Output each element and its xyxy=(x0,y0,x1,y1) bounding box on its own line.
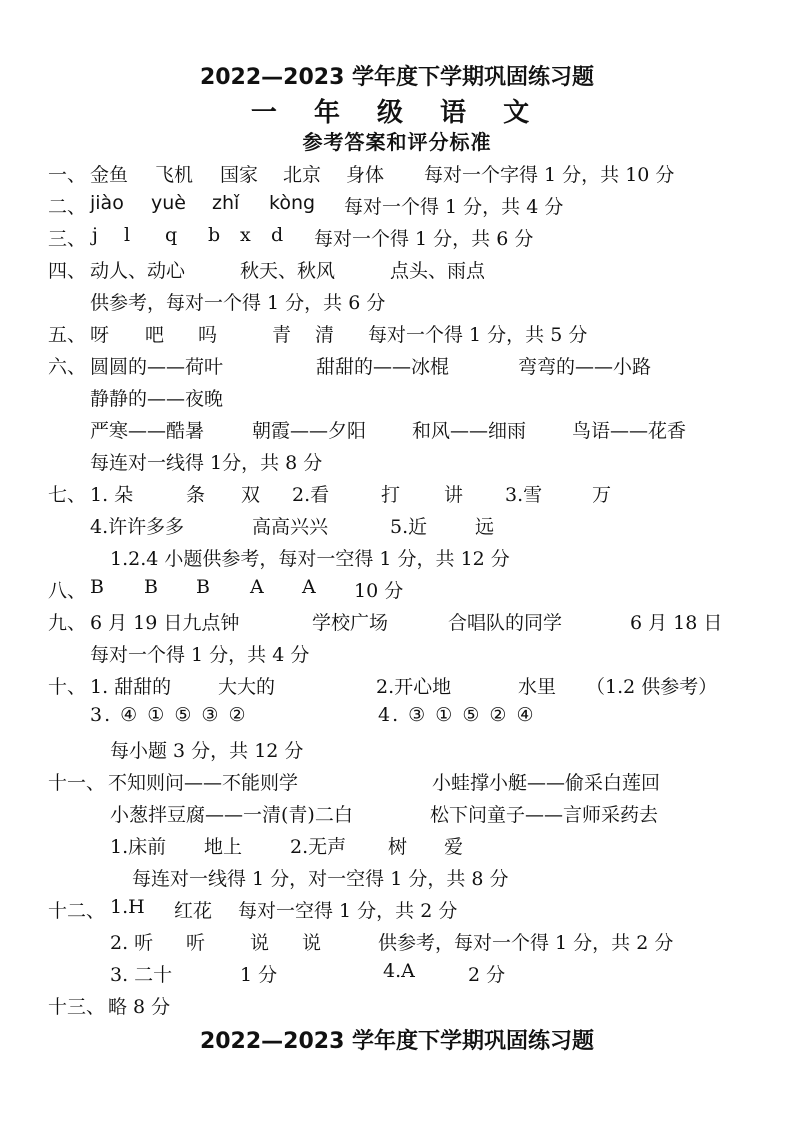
answer-line-6 xyxy=(0,352,794,384)
answer-item: b xyxy=(208,224,221,246)
answer-item: 1.床前 xyxy=(110,836,167,858)
answer-line-7 xyxy=(0,480,794,512)
answer-item: 3. ④ ① ⑤ ③ ② xyxy=(90,704,248,726)
answer-item: 听 xyxy=(186,932,206,954)
answer-line-13 xyxy=(0,992,794,1024)
answer-line-6b xyxy=(0,384,794,416)
answer-item: 点头、雨点 xyxy=(390,260,486,282)
score-note: 每连对一线得 1 分，对一空得 1 分，共 8 分 xyxy=(132,868,509,890)
question-number: 三、 xyxy=(48,228,87,250)
answer-item: 讲 xyxy=(444,484,464,506)
match-pair: 小葱拌豆腐——一清(青)二白 xyxy=(110,804,353,826)
score-note: 每对一个得 1 分，共 4 分 xyxy=(90,644,310,666)
answer-item: 略 8 分 xyxy=(108,996,171,1018)
answer-item: 吗 xyxy=(198,324,218,346)
answer-item: 秋天、秋风 xyxy=(240,260,336,282)
answer-item: j xyxy=(92,224,98,246)
answer-item: A xyxy=(302,576,316,598)
match-pair: 小蛙撑小艇——偷采白莲回 xyxy=(432,772,661,794)
question-number: 十、 xyxy=(48,676,87,698)
match-pair: 朝霞——夕阳 xyxy=(252,420,367,442)
match-pair: 静静的——夜晚 xyxy=(90,388,224,410)
score-note: 每对一个得 1 分，共 4 分 xyxy=(344,196,564,218)
match-pair: 和风——细雨 xyxy=(412,420,527,442)
answer-item: 4. ③ ① ⑤ ② ④ xyxy=(378,704,536,726)
answer-line-4-score xyxy=(0,288,794,320)
pinyin-item: zhǐ xyxy=(212,192,240,214)
question-number: 十三、 xyxy=(48,996,106,1018)
score-note: 每连对一线得 1分，共 8 分 xyxy=(90,452,323,474)
answer-line-11b xyxy=(0,800,794,832)
score-note: 10 分 xyxy=(354,580,404,602)
answer-item: 6 月 19 日九点钟 xyxy=(90,612,240,634)
answer-item: 5.近 xyxy=(390,516,428,538)
answer-item: 水里 xyxy=(518,676,557,698)
match-pair: 弯弯的——小路 xyxy=(518,356,652,378)
score-note: 每小题 3 分，共 12 分 xyxy=(110,740,304,762)
answer-item: 清 xyxy=(315,324,335,346)
answer-item: 说 xyxy=(302,932,322,954)
answer-item: 金鱼 xyxy=(90,164,129,186)
score-note: 每对一空得 1 分，共 2 分 xyxy=(238,900,458,922)
score-note: 1.2.4 小题供参考，每对一空得 1 分，共 12 分 xyxy=(110,548,510,570)
next-page-title: 2022—2023 学年度下学期巩固练习题 xyxy=(199,1029,595,1054)
answer-item: 1.H xyxy=(110,896,145,918)
question-number: 八、 xyxy=(48,580,87,602)
score-note: 每对一个得 1 分，共 6 分 xyxy=(314,228,534,250)
answer-line-6c xyxy=(0,416,794,448)
answer-item: 合唱队的同学 xyxy=(448,612,563,634)
answer-line-9-score xyxy=(0,640,794,672)
answer-item: d xyxy=(271,224,284,246)
answer-line-7b xyxy=(0,512,794,544)
answer-item: 高高兴兴 xyxy=(252,516,329,538)
answer-item: 1. 朵 xyxy=(90,484,134,506)
answer-item: 红花 xyxy=(174,900,213,922)
answer-item: 动人、动心 xyxy=(90,260,186,282)
question-number: 一、 xyxy=(48,164,87,186)
answer-item: 大大的 xyxy=(218,676,276,698)
answer-item: 远 xyxy=(475,516,495,538)
answer-item: 说 xyxy=(250,932,270,954)
question-number: 九、 xyxy=(48,612,87,634)
answer-item: 4.A xyxy=(383,960,415,982)
pinyin-item: jiào xyxy=(90,192,124,214)
answer-item: 呀 xyxy=(90,324,110,346)
answer-item: 吧 xyxy=(145,324,165,346)
answer-line-10-score xyxy=(0,736,794,768)
answer-line-8 xyxy=(0,576,794,608)
question-number: 五、 xyxy=(48,324,87,346)
answer-line-10 xyxy=(0,672,794,704)
answer-item: 6 月 18 日 xyxy=(630,612,723,634)
answer-item: 身体 xyxy=(346,164,385,186)
answer-line-2 xyxy=(0,192,794,224)
answer-item: 2.看 xyxy=(292,484,330,506)
score-note: 供参考，每对一个得 1 分，共 2 分 xyxy=(378,932,674,954)
match-pair: 圆圆的——荷叶 xyxy=(90,356,224,378)
answer-line-11c xyxy=(0,832,794,864)
answer-line-7-score xyxy=(0,544,794,576)
score-note: 每对一个字得 1 分，共 10 分 xyxy=(424,164,675,186)
answer-line-11 xyxy=(0,768,794,800)
answer-item: 3.雪 xyxy=(505,484,543,506)
answer-item: 飞机 xyxy=(155,164,194,186)
answer-item: 2 分 xyxy=(468,964,506,986)
grade-subject-heading: 一 年 级 语 文 xyxy=(250,98,544,128)
answer-line-9 xyxy=(0,608,794,640)
answer-line-12 xyxy=(0,896,794,928)
question-number: 七、 xyxy=(48,484,87,506)
answer-item: 打 xyxy=(381,484,401,506)
answer-item: 4.许许多多 xyxy=(90,516,185,538)
answer-item: B xyxy=(196,576,210,598)
answer-item: 爱 xyxy=(444,836,464,858)
page-title: 2022—2023 学年度下学期巩固练习题 xyxy=(199,65,595,90)
score-note: 每对一个得 1 分，共 5 分 xyxy=(368,324,588,346)
answer-line-10b xyxy=(0,704,794,736)
score-note: 供参考，每对一个得 1 分，共 6 分 xyxy=(90,292,386,314)
answer-item: 万 xyxy=(592,484,612,506)
question-number: 二、 xyxy=(48,196,87,218)
answer-item: 条 xyxy=(186,484,206,506)
answer-line-4 xyxy=(0,256,794,288)
question-number: 十二、 xyxy=(48,900,106,922)
answer-line-12b xyxy=(0,928,794,960)
answer-line-6-score xyxy=(0,448,794,480)
match-pair: 甜甜的——冰棍 xyxy=(316,356,450,378)
answer-item: 2.开心地 xyxy=(376,676,452,698)
match-pair: 不知则问——不能则学 xyxy=(108,772,299,794)
answer-item: 1 分 xyxy=(240,964,278,986)
answer-item: 3. 二十 xyxy=(110,964,173,986)
answer-item: q xyxy=(165,224,178,246)
answer-note: （1.2 供参考） xyxy=(586,676,718,698)
answer-item: 学校广场 xyxy=(312,612,389,634)
answer-key-subtitle: 参考答案和评分标准 xyxy=(302,130,492,154)
answer-line-11-score xyxy=(0,864,794,896)
answer-item: 2.无声 xyxy=(290,836,347,858)
answer-item: 1. 甜甜的 xyxy=(90,676,172,698)
match-pair: 鸟语——花香 xyxy=(572,420,687,442)
answer-item: B xyxy=(144,576,158,598)
answer-item: l xyxy=(124,224,131,246)
match-pair: 松下问童子——言师采药去 xyxy=(430,804,659,826)
answer-line-3 xyxy=(0,224,794,256)
answer-item: B xyxy=(90,576,104,598)
answer-item: 双 xyxy=(241,484,261,506)
answer-line-5 xyxy=(0,320,794,352)
pinyin-item: kòng xyxy=(269,192,316,214)
answer-item: 国家 xyxy=(220,164,259,186)
question-number: 四、 xyxy=(48,260,87,282)
answer-item: 2. 听 xyxy=(110,932,154,954)
match-pair: 严寒——酷暑 xyxy=(90,420,205,442)
answer-item: 树 xyxy=(388,836,408,858)
answer-item: x xyxy=(240,224,251,246)
answer-item: 地上 xyxy=(204,836,243,858)
answer-item: 青 xyxy=(272,324,292,346)
answer-line-12c xyxy=(0,960,794,992)
answer-item: 北京 xyxy=(283,164,322,186)
question-number: 十一、 xyxy=(48,772,106,794)
pinyin-item: yuè xyxy=(151,192,186,214)
answer-item: A xyxy=(250,576,264,598)
answer-line-1 xyxy=(0,160,794,192)
question-number: 六、 xyxy=(48,356,87,378)
